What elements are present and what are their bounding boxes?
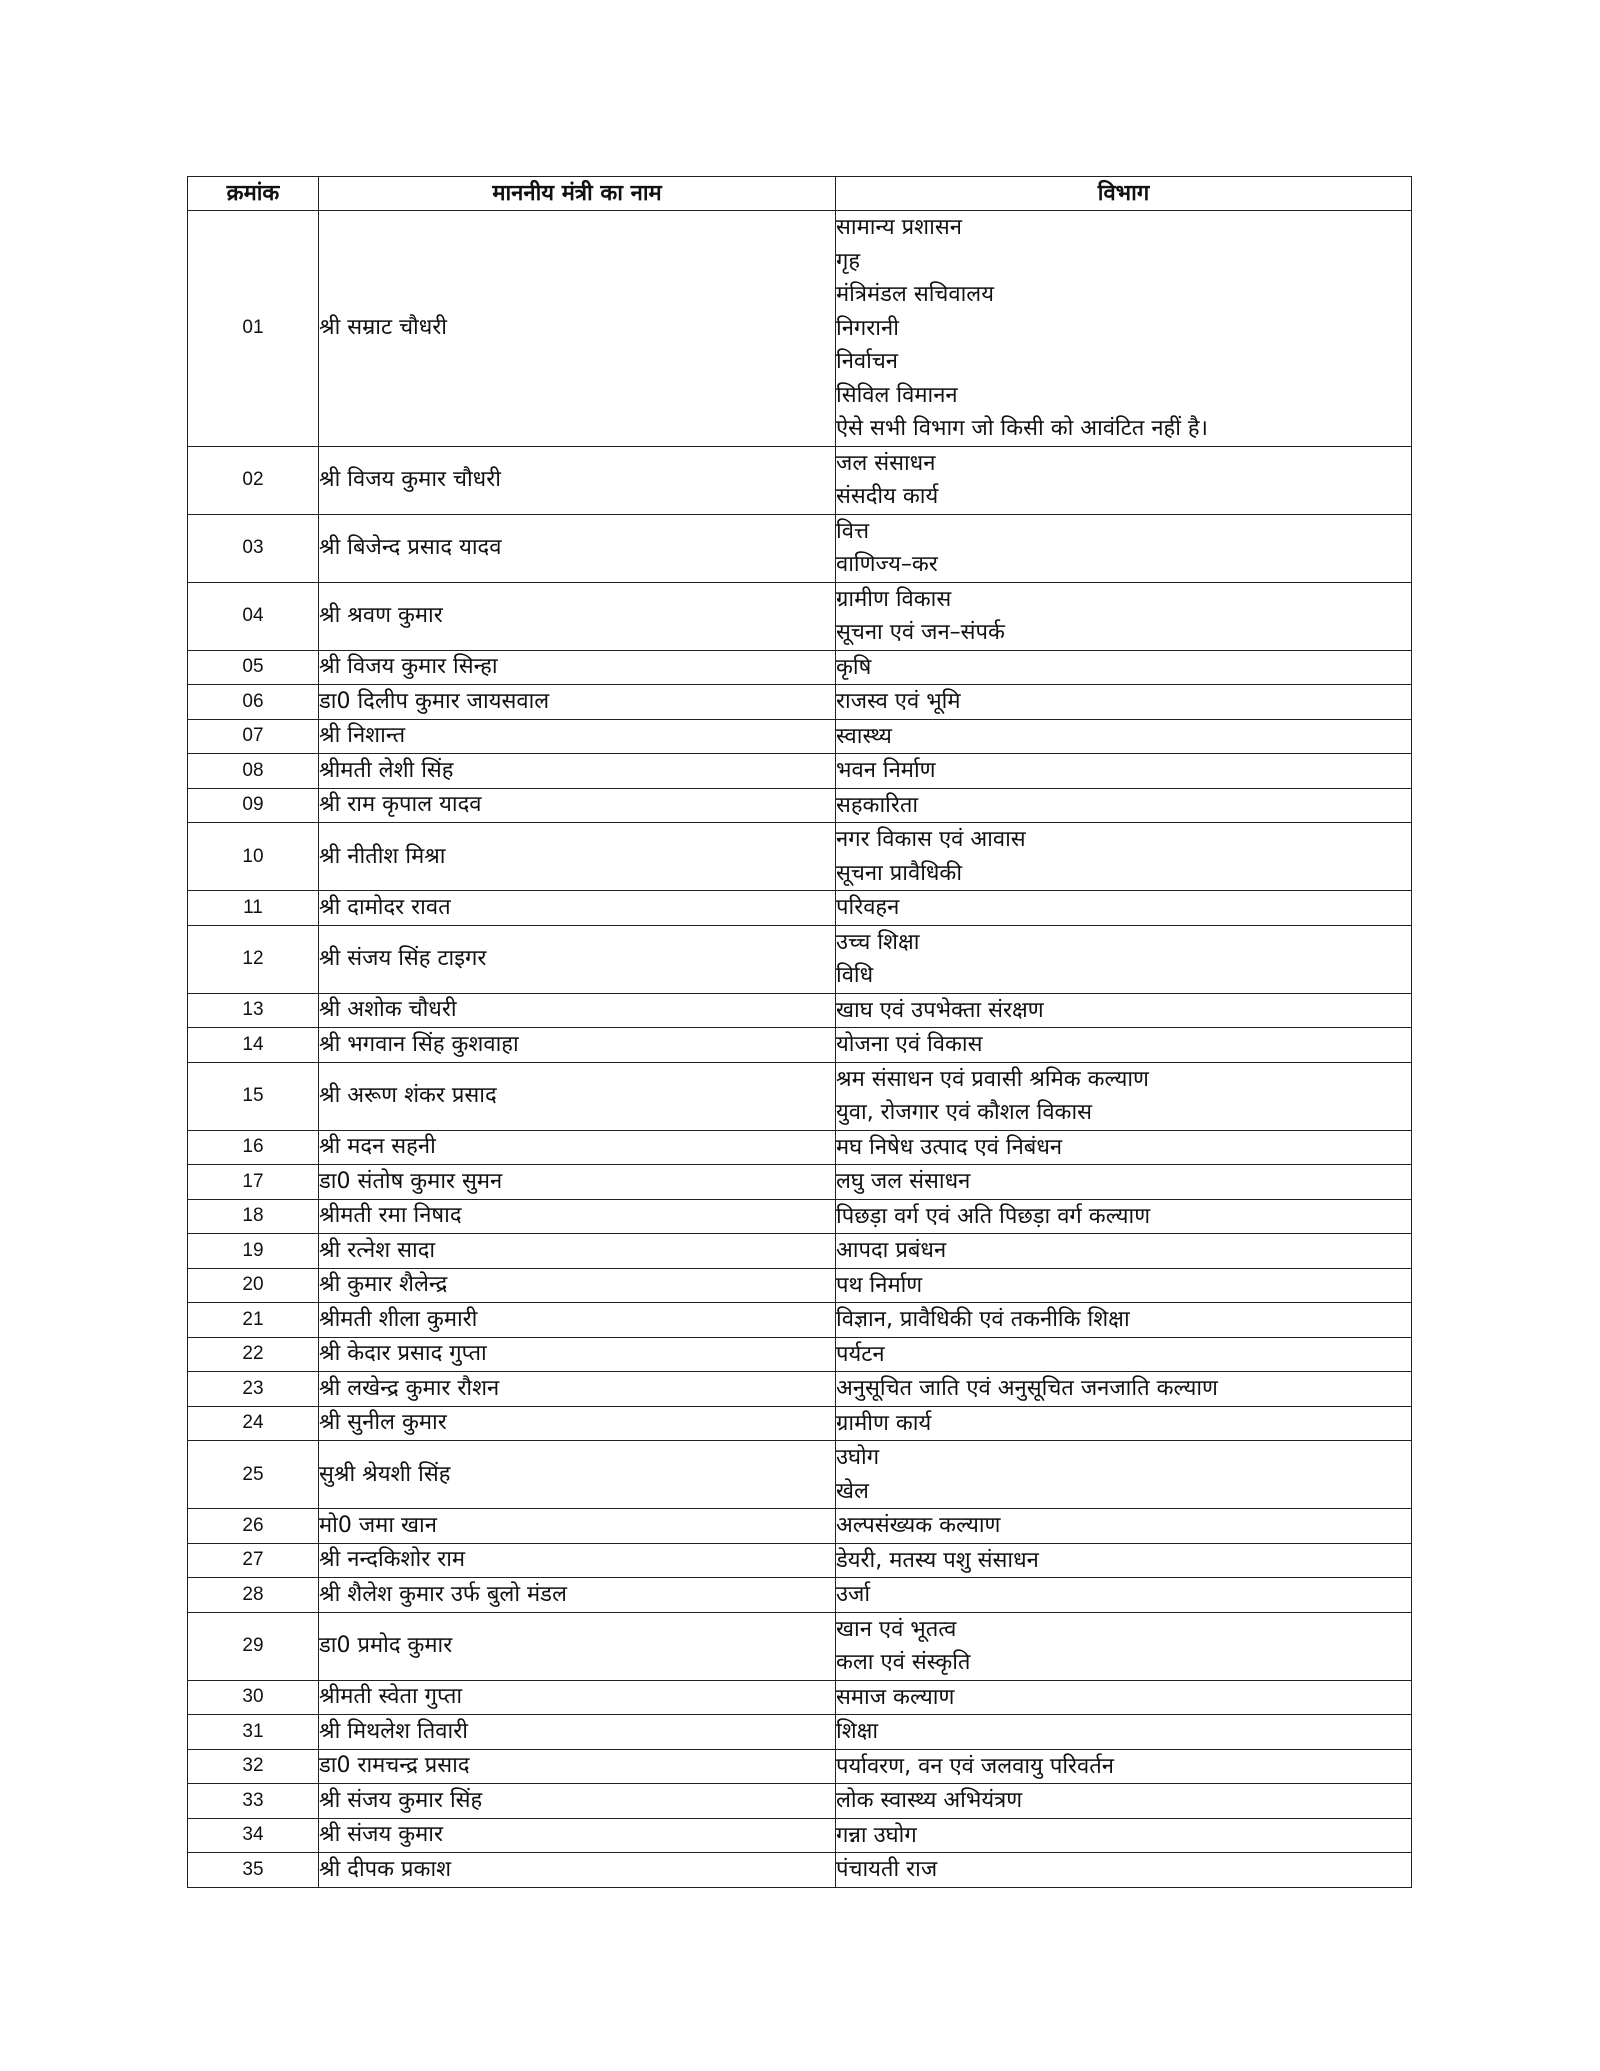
table-row [188, 1372, 1412, 1407]
table-row [188, 1234, 1412, 1269]
table-row [188, 891, 1412, 926]
serial-number-cell: 26 [188, 1509, 319, 1544]
department-item: लघु जल संसाधन [836, 1169, 971, 1194]
department-item: उच्च शिक्षा [836, 929, 920, 955]
department-item: कृषि [836, 654, 872, 680]
table-row [188, 1578, 1412, 1613]
department-item: ग्रामीण विकास [836, 586, 952, 612]
table-row [188, 211, 1412, 447]
serial-number-cell: 24 [188, 1406, 319, 1441]
minister-name-cell: श्री शैलेश कुमार उर्फ बुलो मंडल [319, 1578, 836, 1613]
department-cell [836, 891, 1412, 926]
table-row [188, 1441, 1412, 1509]
minister-department-table [187, 176, 1412, 1888]
serial-number-cell: 10 [188, 823, 319, 891]
serial-number-cell: 05 [188, 650, 319, 685]
serial-number-cell: 13 [188, 993, 319, 1028]
minister-name-cell: श्री श्रवण कुमार [319, 582, 836, 650]
header-minister-name: माननीय मंत्री का नाम [319, 177, 836, 211]
table-row [188, 650, 1412, 685]
minister-name-cell: श्री नन्दकिशोर राम [319, 1543, 836, 1578]
department-cell [836, 446, 1412, 514]
table-row [188, 1612, 1412, 1680]
serial-number-cell: 33 [188, 1784, 319, 1819]
department-item: सामान्य प्रशासन [836, 215, 962, 240]
department-cell [836, 1543, 1412, 1578]
department-item: पथ निर्माण [836, 1272, 923, 1298]
department-item: पिछड़ा वर्ग एवं अति पिछड़ा वर्ग कल्याण [836, 1203, 1151, 1229]
minister-name-cell: श्री कुमार शैलेन्द्र [319, 1268, 836, 1303]
minister-name-cell: श्रीमती शीला कुमारी [319, 1303, 836, 1338]
department-item: उघोग [836, 1445, 880, 1470]
serial-number-cell: 34 [188, 1818, 319, 1853]
department-cell [836, 1509, 1412, 1544]
department-cell [836, 1853, 1412, 1888]
department-item: योजना एवं विकास [836, 1032, 983, 1057]
serial-number-cell: 09 [188, 788, 319, 823]
department-cell [836, 1715, 1412, 1750]
header-department: विभाग [836, 177, 1412, 211]
department-cell [836, 823, 1412, 891]
minister-name-cell: श्रीमती स्वेता गुप्ता [319, 1680, 836, 1715]
minister-name-cell: श्री सुनील कुमार [319, 1406, 836, 1441]
department-item: उर्जा [836, 1582, 871, 1607]
serial-number-cell: 06 [188, 685, 319, 720]
table-row [188, 1749, 1412, 1784]
serial-number-cell: 19 [188, 1234, 319, 1269]
table-row [188, 788, 1412, 823]
serial-number-cell: 20 [188, 1268, 319, 1303]
department-cell [836, 1612, 1412, 1680]
serial-number-cell: 15 [188, 1062, 319, 1130]
table-row [188, 1509, 1412, 1544]
minister-name-cell: श्री बिजेन्द प्रसाद यादव [319, 514, 836, 582]
department-cell [836, 650, 1412, 685]
minister-name-cell: श्री संजय सिंह टाइगर [319, 925, 836, 993]
department-item: परिवहन [836, 895, 900, 920]
department-item: युवा, रोजगार एवं कौशल विकास [836, 1100, 1093, 1125]
minister-name-cell: श्री अरूण शंकर प्रसाद [319, 1062, 836, 1130]
table-row [188, 1130, 1412, 1165]
table-row [188, 719, 1412, 754]
department-item: सूचना एवं जन–संपर्क [836, 620, 1005, 645]
table-header-row [188, 177, 1412, 211]
minister-name-cell: श्री अशोक चौधरी [319, 993, 836, 1028]
department-cell [836, 1784, 1412, 1819]
department-item: सहकारिता [836, 792, 919, 818]
serial-number-cell: 25 [188, 1441, 319, 1509]
department-cell [836, 788, 1412, 823]
serial-number-cell: 02 [188, 446, 319, 514]
table-row [188, 1715, 1412, 1750]
minister-name-cell: श्री संजय कुमार सिंह [319, 1784, 836, 1819]
department-item: विधि [836, 963, 874, 988]
department-item: सूचना प्रावैधिकी [836, 860, 963, 886]
department-cell [836, 1372, 1412, 1407]
department-cell [836, 1441, 1412, 1509]
department-item: निगरानी [836, 315, 899, 341]
department-cell [836, 925, 1412, 993]
department-item: गृह [836, 248, 861, 274]
minister-name-cell: मो0 जमा खान [319, 1509, 836, 1544]
department-item: सिविल विमानन [836, 382, 958, 408]
minister-name-cell: श्री रत्नेश सादा [319, 1234, 836, 1269]
department-cell [836, 1749, 1412, 1784]
minister-name-cell: श्री विजय कुमार सिन्हा [319, 650, 836, 685]
document-page [187, 176, 1411, 1888]
department-item: अनुसूचित जाति एवं अनुसूचित जनजाति कल्याण [836, 1376, 1218, 1401]
minister-name-cell: डा0 संतोष कुमार सुमन [319, 1165, 836, 1200]
table-row [188, 823, 1412, 891]
minister-name-cell: श्री सम्राट चौधरी [319, 211, 836, 447]
minister-name-cell: सुश्री श्रेयशी सिंह [319, 1441, 836, 1509]
serial-number-cell: 04 [188, 582, 319, 650]
table-row [188, 1853, 1412, 1888]
serial-number-cell: 08 [188, 754, 319, 789]
serial-number-cell: 29 [188, 1612, 319, 1680]
department-cell [836, 1234, 1412, 1269]
minister-name-cell: श्री संजय कुमार [319, 1818, 836, 1853]
table-row [188, 925, 1412, 993]
serial-number-cell: 30 [188, 1680, 319, 1715]
department-item: आपदा प्रबंधन [836, 1238, 947, 1263]
department-cell [836, 582, 1412, 650]
department-item: अल्पसंख्यक कल्याण [836, 1513, 1001, 1538]
department-item: राजस्व एवं भूमि [836, 689, 961, 714]
table-row [188, 1062, 1412, 1130]
table-row [188, 1165, 1412, 1200]
table-row [188, 1199, 1412, 1234]
table-row [188, 582, 1412, 650]
serial-number-cell: 03 [188, 514, 319, 582]
department-item: समाज कल्याण [836, 1684, 955, 1710]
department-item: खेल [836, 1478, 869, 1504]
department-item: भवन निर्माण [836, 758, 936, 783]
serial-number-cell: 23 [188, 1372, 319, 1407]
department-item: पंचायती राज [836, 1857, 938, 1882]
table-row [188, 1303, 1412, 1338]
department-cell [836, 1578, 1412, 1613]
department-item: खान एवं भूतत्व [836, 1616, 957, 1642]
minister-name-cell: श्री मदन सहनी [319, 1130, 836, 1165]
minister-name-cell: डा0 रामचन्द्र प्रसाद [319, 1749, 836, 1784]
department-item: खाघ एवं उपभेक्ता संरक्षण [836, 997, 1044, 1023]
minister-name-cell: श्री विजय कुमार चौधरी [319, 446, 836, 514]
table-row [188, 993, 1412, 1028]
minister-name-cell: श्री केदार प्रसाद गुप्ता [319, 1337, 836, 1372]
table-row [188, 1337, 1412, 1372]
department-item: पर्यटन [836, 1341, 885, 1367]
table-row [188, 1406, 1412, 1441]
table-row [188, 1784, 1412, 1819]
minister-name-cell: श्री दामोदर रावत [319, 891, 836, 926]
serial-number-cell: 32 [188, 1749, 319, 1784]
department-item: श्रम संसाधन एवं प्रवासी श्रमिक कल्याण [836, 1066, 1149, 1092]
serial-number-cell: 01 [188, 211, 319, 447]
department-item: जल संसाधन [836, 450, 936, 476]
serial-number-cell: 22 [188, 1337, 319, 1372]
department-cell [836, 1818, 1412, 1853]
department-item: मघ निषेध उत्पाद एवं निबंधन [836, 1134, 1063, 1160]
minister-name-cell: श्री दीपक प्रकाश [319, 1853, 836, 1888]
department-item: वित्त [836, 518, 870, 544]
serial-number-cell: 21 [188, 1303, 319, 1338]
department-item: ग्रामीण कार्य [836, 1410, 932, 1436]
table-row [188, 1268, 1412, 1303]
serial-number-cell: 16 [188, 1130, 319, 1165]
department-cell [836, 211, 1412, 447]
table-row [188, 446, 1412, 514]
department-cell [836, 754, 1412, 789]
department-cell [836, 1028, 1412, 1063]
department-item: कला एवं संस्कृति [836, 1650, 971, 1675]
minister-name-cell: श्री निशान्त [319, 719, 836, 754]
minister-name-cell: श्री राम कृपाल यादव [319, 788, 836, 823]
table-row [188, 754, 1412, 789]
department-item: डेयरी, मतस्य पशु संसाधन [836, 1547, 1039, 1573]
department-cell [836, 1130, 1412, 1165]
serial-number-cell: 18 [188, 1199, 319, 1234]
minister-name-cell: डा0 दिलीप कुमार जायसवाल [319, 685, 836, 720]
department-cell [836, 993, 1412, 1028]
serial-number-cell: 31 [188, 1715, 319, 1750]
department-cell [836, 1199, 1412, 1234]
minister-name-cell: डा0 प्रमोद कुमार [319, 1612, 836, 1680]
table-row [188, 1680, 1412, 1715]
department-cell [836, 514, 1412, 582]
header-serial: क्रमांक [188, 177, 319, 211]
department-item: वाणिज्य–कर [836, 552, 938, 577]
department-item: पर्यावरण, वन एवं जलवायु परिवर्तन [836, 1753, 1115, 1779]
department-item: मंत्रिमंडल सचिवालय [836, 282, 994, 307]
serial-number-cell: 35 [188, 1853, 319, 1888]
table-body [188, 211, 1412, 1888]
department-cell [836, 1165, 1412, 1200]
department-cell [836, 1303, 1412, 1338]
table-row [188, 685, 1412, 720]
minister-name-cell: श्री लखेन्द्र कुमार रौशन [319, 1372, 836, 1407]
department-item: लोक स्वास्थ्य अभियंत्रण [836, 1788, 1023, 1813]
department-cell [836, 1337, 1412, 1372]
table-row [188, 1028, 1412, 1063]
department-item: गन्ना उघोग [836, 1822, 917, 1848]
department-cell [836, 1406, 1412, 1441]
serial-number-cell: 12 [188, 925, 319, 993]
serial-number-cell: 28 [188, 1578, 319, 1613]
serial-number-cell: 07 [188, 719, 319, 754]
table-row [188, 514, 1412, 582]
serial-number-cell: 11 [188, 891, 319, 926]
department-cell [836, 719, 1412, 754]
minister-name-cell: श्री नीतीश मिश्रा [319, 823, 836, 891]
serial-number-cell: 27 [188, 1543, 319, 1578]
serial-number-cell: 17 [188, 1165, 319, 1200]
department-cell [836, 1268, 1412, 1303]
department-item: नगर विकास एवं आवास [836, 827, 1026, 852]
minister-name-cell: श्रीमती लेशी सिंह [319, 754, 836, 789]
department-cell [836, 1062, 1412, 1130]
department-item: संसदीय कार्य [836, 484, 939, 509]
department-item: निर्वाचन [836, 349, 899, 374]
minister-name-cell: श्री भगवान सिंह कुशवाहा [319, 1028, 836, 1063]
serial-number-cell: 14 [188, 1028, 319, 1063]
table-row [188, 1543, 1412, 1578]
department-item: स्वास्थ्य [836, 723, 892, 749]
table-row [188, 1818, 1412, 1853]
department-item: विज्ञान, प्रावैधिकी एवं तकनीकि शिक्षा [836, 1307, 1130, 1332]
minister-name-cell: श्रीमती रमा निषाद [319, 1199, 836, 1234]
department-item: ऐसे सभी विभाग जो किसी को आवंटित नहीं है। [836, 416, 1208, 441]
department-item: शिक्षा [836, 1719, 879, 1744]
minister-name-cell: श्री मिथलेश तिवारी [319, 1715, 836, 1750]
department-cell [836, 1680, 1412, 1715]
department-cell [836, 685, 1412, 720]
